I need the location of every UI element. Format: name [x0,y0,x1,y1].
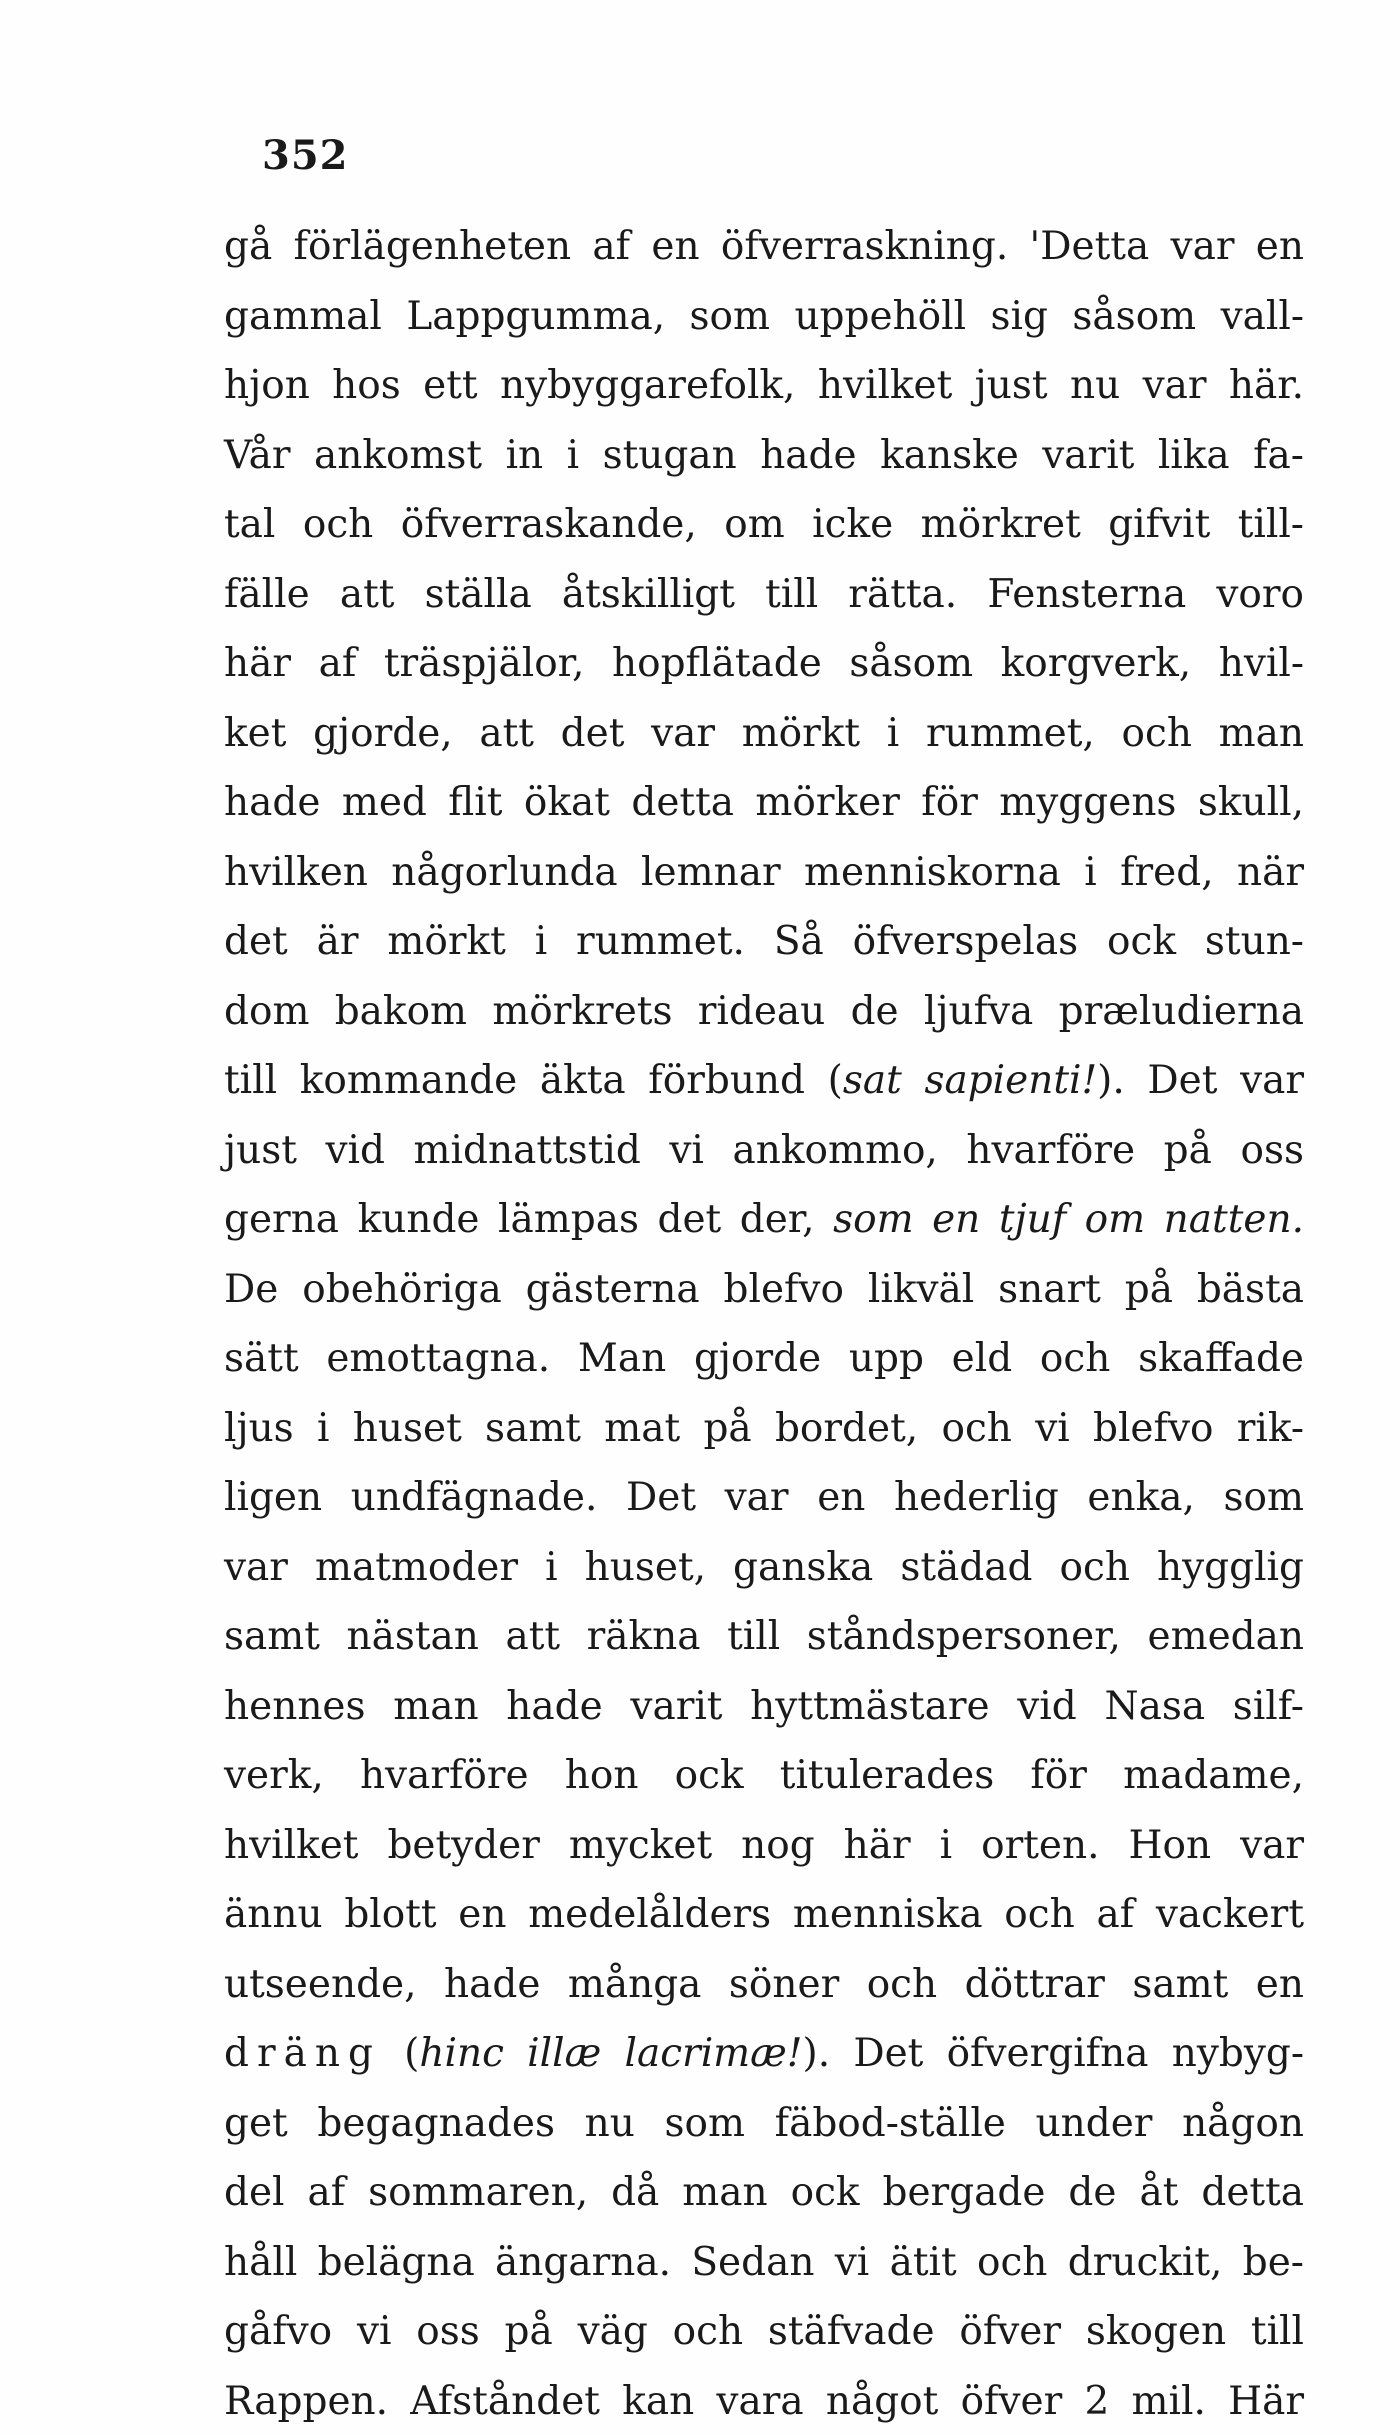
text-line [224,1116,1304,1186]
text-line [224,838,1304,908]
text-line [224,1394,1304,1464]
text-line [224,1185,1304,1255]
text-segment: verk, hvarföre hon ock titulerades för madame, [224,1753,1304,1798]
text-line [224,1741,1304,1811]
text-line [224,560,1304,630]
text-segment: till kommande äkta förbund ( [224,1058,843,1103]
text-line [224,2367,1304,2436]
text-line [224,699,1304,769]
text-line [224,1811,1304,1881]
text-line [224,421,1304,491]
text-segment: ). Det öfvergifna nybyg- [802,2031,1304,2076]
text-line [224,1672,1304,1742]
text-segment: här af träspjälor, hopflätade såsom korgverk, hvil- [224,641,1304,686]
text-line [224,2228,1304,2298]
text-line [224,490,1304,560]
text-line [224,212,1304,282]
text-segment: gåfvo vi oss på väg och stäfvade öfver skogen till [224,2309,1304,2354]
text-line [224,1880,1304,1950]
text-line [224,1046,1304,1116]
text-segment: gerna kunde lämpas det der, [224,1197,833,1242]
italic-phrase: hinc illæ lacrimæ! [419,2031,802,2076]
text-segment: ännu blott en medelålders menniska och af vackert [224,1892,1304,1937]
text-line [224,629,1304,699]
text-segment: tal och öfverraskande, om icke mörkret gifvit till- [224,502,1304,547]
spaced-word: dräng [224,2031,381,2076]
text-segment: håll belägna ängarna. Sedan vi ätit och druckit, be- [224,2240,1304,2285]
text-segment: Rappen. Afståndet kan vara något öfver 2 mil. Här [224,2379,1304,2424]
text-segment: samt nästan att räkna till ståndspersoner, emedan [224,1614,1304,1659]
text-line [224,351,1304,421]
text-segment: sätt emottagna. Man gjorde upp eld och skaffade [224,1336,1304,1381]
italic-phrase: som en tjuf om natten. [833,1197,1304,1242]
text-segment: dom bakom mörkrets rideau de ljufva præludierna [224,989,1304,1034]
text-segment: utseende, hade många söner och döttrar samt en [224,1962,1304,2007]
text-line [224,2297,1304,2367]
text-segment: fälle att ställa åtskilligt till rätta. Fensterna voro [224,572,1304,617]
text-line [224,2089,1304,2159]
text-line [224,907,1304,977]
text-segment: hvilket betyder mycket nog här i orten. Hon var [224,1823,1304,1868]
text-line [224,1324,1304,1394]
page-number: 352 [262,132,349,179]
text-segment: just vid midnattstid vi ankommo, hvarföre på oss [224,1128,1304,1173]
text-segment: ljus i huset samt mat på bordet, och vi blefvo rik- [224,1406,1304,1451]
text-line [224,1255,1304,1325]
text-line [224,1463,1304,1533]
text-segment: ket gjorde, att det var mörkt i rummet, och man [224,711,1304,756]
text-line [224,768,1304,838]
text-segment: hvilken någorlunda lemnar menniskorna i fred, när [224,850,1304,895]
text-line [224,2019,1304,2089]
text-segment: hennes man hade varit hyttmästare vid Nasa silf- [224,1684,1304,1729]
text-segment: gå förlägenheten af en öfverraskning. 'Detta var en [224,224,1304,269]
text-segment: var matmoder i huset, ganska städad och hygglig [224,1545,1304,1590]
body-text [224,212,1304,2436]
text-segment: ( [381,2031,419,2076]
text-segment: ). Det var [1097,1058,1304,1103]
text-segment: del af sommaren, då man ock bergade de åt detta [224,2170,1304,2215]
text-segment: Vår ankomst in i stugan hade kanske varit lika fa- [224,433,1304,478]
text-line [224,1533,1304,1603]
text-segment: hade med flit ökat detta mörker för myggens skull, [224,780,1304,825]
text-line [224,977,1304,1047]
text-line [224,1602,1304,1672]
text-segment: gammal Lappgumma, som uppehöll sig såsom vall- [224,294,1304,339]
text-segment: det är mörkt i rummet. Så öfverspelas ock stun- [224,919,1304,964]
text-segment: ligen undfägnade. Det var en hederlig enka, som [224,1475,1304,1520]
text-line [224,2158,1304,2228]
text-line [224,282,1304,352]
italic-phrase: sat sapienti! [843,1058,1097,1103]
text-segment: get begagnades nu som fäbod-ställe under någon [224,2101,1304,2146]
text-segment: hjon hos ett nybyggarefolk, hvilket just nu var här. [224,363,1304,408]
text-line [224,1950,1304,2020]
text-segment: De obehöriga gästerna blefvo likväl snart på bästa [224,1267,1304,1312]
